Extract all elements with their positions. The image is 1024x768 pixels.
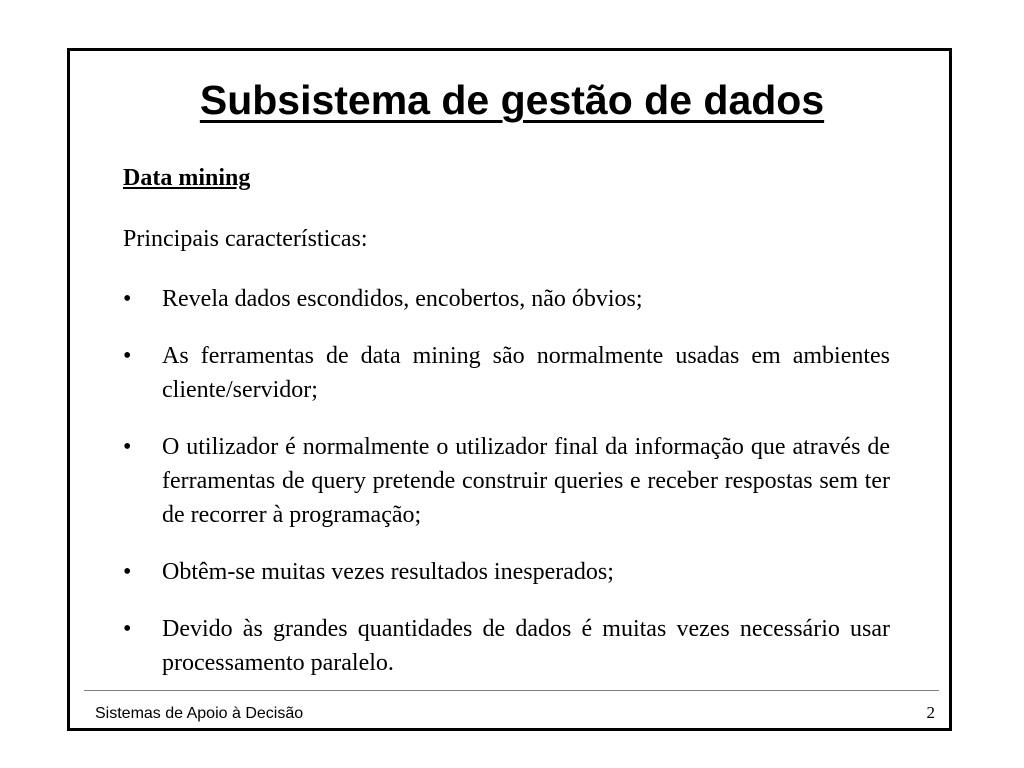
- bullet-item: [123, 339, 890, 407]
- footer-course-title: Sistemas de Apoio à Decisão: [95, 705, 304, 722]
- footer-divider: [84, 690, 939, 691]
- bullet-item: [123, 612, 890, 680]
- bullet-text: O utilizador é normalmente o utilizador final da informação que através de ferramentas de query pretende construir queries e receber respostas sem ter de recorrer à programação;: [162, 434, 890, 528]
- bullet-item: [123, 282, 890, 316]
- bullet-text: Revela dados escondidos, encobertos, não óbvios;: [162, 286, 643, 312]
- bullet-text: Obtêm-se muitas vezes resultados inesperados;: [162, 559, 614, 585]
- bullet-list: [123, 282, 890, 680]
- bullet-icon: •: [123, 434, 132, 460]
- slide-title: Subsistema de gestão de dados: [199, 77, 825, 123]
- bullet-item: [123, 430, 890, 532]
- intro-text: Principais características:: [123, 226, 368, 252]
- bullet-text: Devido às grandes quantidades de dados é muitas vezes necessário usar processamento paralelo.: [162, 616, 890, 676]
- bullet-text: As ferramentas de data mining são normalmente usadas em ambientes cliente/servidor;: [162, 343, 890, 403]
- bullet-icon: •: [123, 616, 132, 642]
- bullet-icon: •: [123, 559, 132, 585]
- bullet-icon: •: [123, 343, 132, 369]
- bullet-item: [123, 555, 890, 589]
- section-subtitle: Data mining: [123, 165, 251, 191]
- page-number: 2: [926, 703, 935, 722]
- bullet-icon: •: [123, 286, 132, 312]
